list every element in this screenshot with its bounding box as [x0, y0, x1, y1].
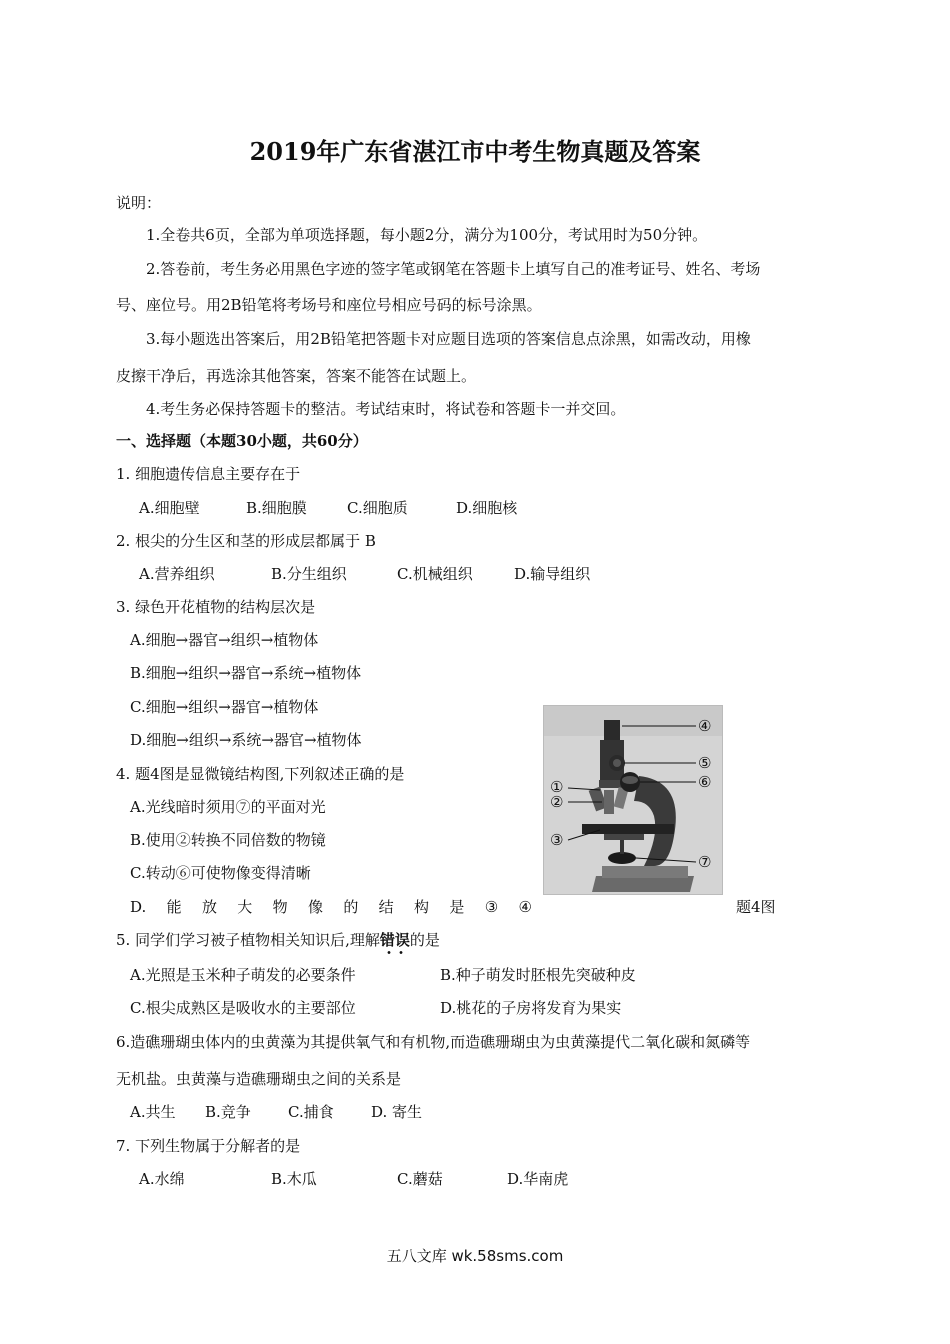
- microscope-figure: [543, 705, 723, 895]
- q5-stem-emphasis: 错误: [379, 931, 410, 949]
- q4-option-c: C.转动⑥可使物像变得清晰: [130, 864, 311, 882]
- q4-option-b: B.使用②转换不同倍数的物镜: [130, 831, 326, 849]
- q4-stem: 4. 题4图是显微镜结构图,下列叙述正确的是: [116, 765, 405, 783]
- q4-d-char: 像: [307, 898, 323, 916]
- q2-option-d: D.输导组织: [514, 565, 591, 583]
- q6-option-a: A.共生: [130, 1103, 176, 1121]
- figure-label-5: ⑤: [698, 754, 712, 772]
- q7-option-a: A.水绵: [139, 1170, 185, 1188]
- figure-label-4: ④: [698, 717, 712, 735]
- q3-option-d: D.细胞→组织→系统→器官→植物体: [130, 731, 362, 749]
- q1-stem: 1. 细胞遗传信息主要存在于: [116, 465, 301, 483]
- q4-d-char: ④: [518, 898, 532, 916]
- q2-option-a: A.营养组织: [139, 565, 215, 583]
- q5-option-b: B.种子萌发时胚根先突破种皮: [440, 966, 636, 984]
- instructions-heading: 说明：: [116, 194, 162, 212]
- q2-stem: 2. 根尖的分生区和茎的形成层都属于 B: [116, 532, 376, 550]
- figure-label-1: ①: [550, 778, 564, 796]
- figure-label-7: ⑦: [698, 853, 712, 871]
- q3-option-b: B.细胞→组织→器官→系统→植物体: [130, 664, 362, 682]
- q4-d-char: 大: [237, 898, 253, 916]
- q7-option-d: D.华南虎: [507, 1170, 569, 1188]
- q1-option-a: A.细胞壁: [139, 499, 200, 517]
- instruction-2-line2: 号、座位号。用2B铅笔将考场号和座位号相应号码的标号涂黑。: [116, 296, 542, 314]
- q4-d-char: 能: [166, 898, 182, 916]
- q4-d-char: ③: [484, 898, 499, 916]
- q5-option-a: A.光照是玉米种子萌发的必要条件: [130, 966, 356, 984]
- q4-d-char: 放: [201, 898, 217, 916]
- q3-stem: 3. 绿色开花植物的结构层次是: [116, 598, 316, 616]
- figure-caption: 题4图: [736, 898, 776, 916]
- page-title: 2019年广东省湛江市中考生物真题及答案: [249, 137, 701, 166]
- q4-option-d: [130, 897, 532, 917]
- q2-option-c: C.机械组织: [397, 565, 473, 583]
- section-heading: 一、选择题（本题30小题，共60分）: [116, 432, 368, 450]
- instruction-1: 1.全卷共6页，全部为单项选择题，每小题2分，满分为100分，考试用时为50分钟。: [146, 226, 708, 244]
- q1-option-b: B.细胞膜: [246, 499, 307, 517]
- instruction-3-line1: 3.每小题选出答案后，用2B铅笔把答题卡对应题目选项的答案信息点涂黑，如需改动，用橡: [146, 330, 751, 348]
- q6-option-b: B.竞争: [205, 1103, 251, 1121]
- q4-d-char: 物: [272, 898, 288, 916]
- q5-option-d: D.桃花的子房将发育为果实: [440, 999, 622, 1017]
- q5-option-c: C.根尖成熟区是吸收水的主要部位: [130, 999, 356, 1017]
- q7-stem: 7. 下列生物属于分解者的是: [116, 1137, 301, 1155]
- q4-d-char: 的: [343, 898, 359, 916]
- q6-option-c: C.捕食: [288, 1103, 334, 1121]
- q6-stem-line2: 无机盐。虫黄藻与造礁珊瑚虫之间的关系是: [116, 1070, 402, 1088]
- q7-option-b: B.木瓜: [271, 1170, 317, 1188]
- q4-d-char: 结: [378, 898, 394, 916]
- q3-option-c: C.细胞→组织→器官→植物体: [130, 698, 319, 716]
- q1-option-c: C.细胞质: [347, 499, 408, 517]
- q6-stem-line1: 6.造礁珊瑚虫体内的虫黄藻为其提供氧气和有机物,而造礁珊瑚虫为虫黄藻提代二氧化碳和氮磷等: [116, 1033, 751, 1051]
- microscope-illustration: [544, 706, 722, 894]
- q3-option-a: A.细胞→器官→组织→植物体: [130, 631, 319, 649]
- q2-option-b: B.分生组织: [271, 565, 347, 583]
- instruction-3-line2: 皮擦干净后，再选涂其他答案，答案不能答在试题上。: [116, 367, 477, 385]
- footer-watermark: 五八文库 wk.58sms.com: [386, 1247, 564, 1265]
- figure-label-2: ②: [550, 793, 564, 811]
- q6-option-d: D. 寄生: [371, 1103, 423, 1121]
- q4-d-char: 构: [414, 898, 430, 916]
- q4-d-char: D.: [130, 898, 147, 916]
- q5-stem-pre: 5. 同学们学习被子植物相关知识后,理解: [116, 931, 380, 949]
- q7-option-c: C.蘑菇: [397, 1170, 443, 1188]
- instruction-2-line1: 2.答卷前，考生务必用黑色字迹的签字笔或钢笔在答题卡上填写自己的准考证号、姓名、考场: [146, 260, 761, 278]
- q5-stem-post: 的是: [409, 931, 440, 949]
- q5-stem: [116, 930, 440, 950]
- q1-option-d: D.细胞核: [456, 499, 518, 517]
- q4-option-a: A.光线暗时须用⑦的平面对光: [130, 798, 326, 816]
- figure-label-3: ③: [550, 831, 564, 849]
- figure-label-6: ⑥: [698, 773, 712, 791]
- instruction-4: 4.考生务必保持答题卡的整洁。考试结束时，将试卷和答题卡一并交回。: [146, 400, 626, 418]
- q4-d-char: 是: [449, 898, 465, 916]
